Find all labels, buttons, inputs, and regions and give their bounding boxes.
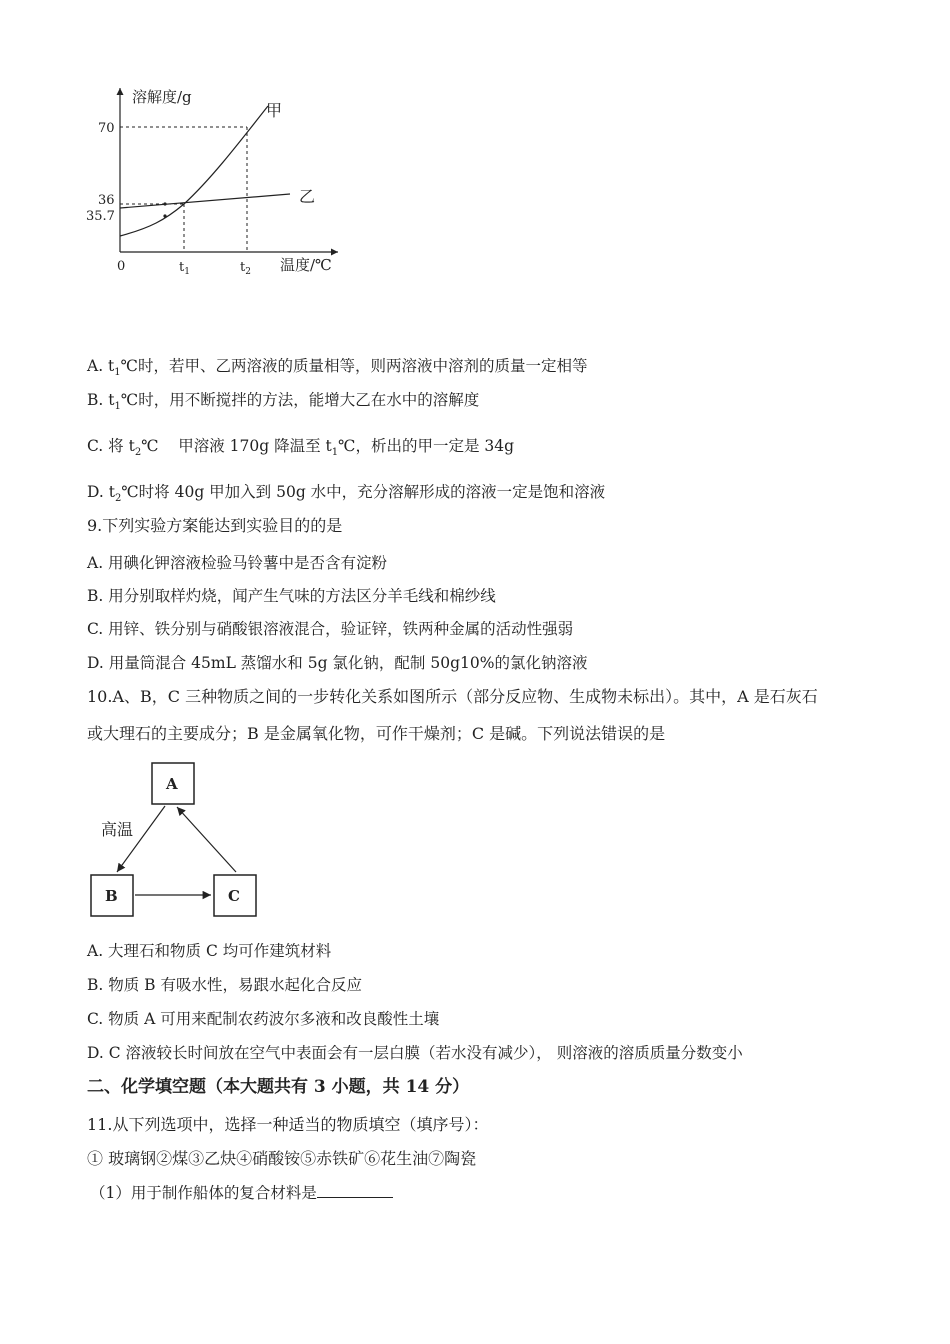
q11-stem: 11.从下列选项中，选择一种适当的物质填空（填序号）： [87, 1115, 489, 1134]
q8-option-c [87, 436, 514, 463]
q8-option-b [87, 390, 479, 417]
tick-35-7: 35.7 [86, 209, 115, 224]
q8-c-sub2: 1 [331, 447, 339, 459]
q8-a-pre: A. t [87, 357, 115, 375]
x-axis-label: 温度/℃ [280, 256, 332, 274]
arrow-label-high-temp: 高温 [101, 820, 134, 839]
arrow-c-to-a [177, 807, 236, 872]
node-b-label: B [105, 887, 118, 905]
solubility-graph [80, 80, 360, 280]
q9-option-b: B. 用分别取样灼烧，闻产生气味的方法区分羊毛线和棉纱线 [87, 587, 496, 605]
q10-stem-line2: 或大理石的主要成分；B 是金属氧化物，可作干燥剂；C 是碱。下列说法错误的是 [87, 724, 666, 743]
series-label-yi: 乙 [299, 187, 316, 206]
q8-b-post: ℃时，用不断搅拌的方法，能增大乙在水中的溶解度 [120, 391, 480, 409]
q8-option-a [87, 356, 588, 383]
q8-a-post: ℃时，若甲、乙两溶液的质量相等，则两溶液中溶剂的质量一定相等 [120, 357, 588, 375]
q8-a-sub: 1 [114, 367, 121, 379]
q11-sub1-text: （1）用于制作船体的复合材料是 [90, 1184, 317, 1202]
point-a [163, 202, 166, 205]
q9-option-c: C. 用锌、铁分别与硝酸银溶液混合，验证锌，铁两种金属的活动性强弱 [87, 620, 574, 638]
tick-36: 36 [98, 193, 115, 208]
q8-d-post: ℃时将 40g 甲加入到 50g 水中，充分溶解形成的溶液一定是饱和溶液 [121, 483, 606, 501]
q9-option-d: D. 用量筒混合 45mL 蒸馏水和 5g 氯化钠，配制 50g10%的氯化钠溶液 [87, 654, 588, 672]
series-label-jia: 甲 [266, 101, 283, 120]
q8-c-mid: ℃ 甲溶液 170g 降温至 t [141, 437, 332, 455]
q11-options: ① 玻璃钢②煤③乙炔④硝酸铵⑤赤铁矿⑥花生油⑦陶瓷 [87, 1149, 477, 1168]
q11-sub1 [90, 1183, 393, 1203]
q8-b-pre: B. t [87, 391, 115, 409]
tick-70: 70 [98, 121, 115, 136]
q10-option-d: D. C 溶液较长时间放在空气中表面会有一层白膜（若水没有减少）， 则溶液的溶质质量分数变小 [87, 1044, 743, 1062]
q8-b-sub: 1 [114, 401, 121, 413]
q10-option-b: B. 物质 B 有吸水性，易跟水起化合反应 [87, 976, 362, 994]
q8-option-d [87, 482, 605, 509]
arrow-a-to-b [117, 806, 165, 872]
q9-stem: 9.下列实验方案能达到实验目的的是 [87, 516, 343, 535]
q8-d-sub: 2 [114, 493, 122, 505]
curve-yi [120, 194, 290, 208]
q8-c-post: ℃，析出的甲一定是 34g [338, 437, 515, 455]
point-b [163, 214, 166, 217]
conversion-diagram [85, 756, 275, 926]
origin-label: 0 [117, 259, 126, 274]
curve-jia [120, 106, 268, 236]
q8-c-pre: C. 将 t [87, 437, 135, 455]
node-a-label: A [166, 775, 178, 793]
q10-option-c: C. 物质 A 可用来配制农药波尔多液和改良酸性土壤 [87, 1010, 440, 1028]
q8-c-sub1: 2 [134, 447, 142, 459]
section-2-title: 二、化学填空题（本大题共有 3 小题，共 14 分） [87, 1077, 470, 1097]
tick-t2: $t_2$ [240, 260, 251, 277]
q9-option-a: A. 用碘化钾溶液检验马铃薯中是否含有淀粉 [87, 554, 388, 572]
tick-t1: $t_1$ [179, 260, 190, 277]
node-c-label: C [228, 887, 240, 905]
q10-stem-line1: 10.A、B，C 三种物质之间的一步转化关系如图所示（部分反应物、生成物未标出）。其中，A 是石灰石 [87, 687, 818, 706]
y-axis-label: 溶解度/g [132, 88, 192, 106]
q10-option-a: A. 大理石和物质 C 均可作建筑材料 [87, 942, 332, 960]
q11-sub1-blank[interactable] [317, 1183, 393, 1198]
q8-d-pre: D. t [87, 483, 115, 501]
